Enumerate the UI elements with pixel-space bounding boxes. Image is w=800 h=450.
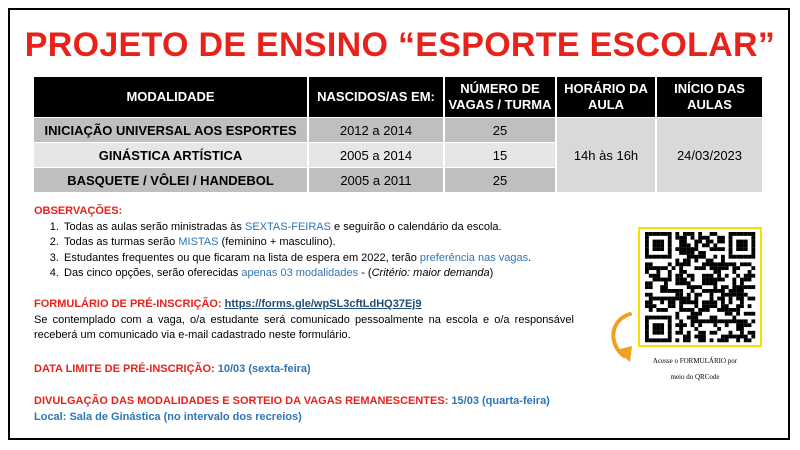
qr-code-icon <box>640 229 760 345</box>
item-text: Todas as turmas serão <box>64 236 179 249</box>
data-limite-value: 10/03 (sexta-feira) <box>217 363 311 375</box>
table-header-row <box>34 77 762 118</box>
cell-vagas: 25 <box>444 118 556 143</box>
cell-modalidade: INICIAÇÃO UNIVERSAL AOS ESPORTES <box>34 118 308 143</box>
item-text: e seguirão o calendário da escola. <box>330 220 502 233</box>
list-item <box>62 251 594 267</box>
item-text: - ( <box>358 267 372 280</box>
divulgacao-section <box>34 394 550 425</box>
qr-caption <box>610 353 780 385</box>
list-item <box>62 220 594 236</box>
item-highlight: SEXTAS-FEIRAS <box>244 220 331 233</box>
observacoes-heading: OBSERVAÇÕES: <box>34 205 123 217</box>
item-italic: Critério: maior demanda <box>371 267 490 280</box>
header-nascidos: NASCIDOS/AS EM: <box>308 77 444 118</box>
qr-caption-line: Acesse o FORMULÁRIO por <box>652 357 738 365</box>
item-text: Todas as aulas serão ministradas às <box>64 220 245 233</box>
item-highlight: preferência nas vagas <box>419 251 529 264</box>
cell-vagas: 15 <box>444 143 556 168</box>
formulario-text: Se contemplado com a vaga, o/a estudante será comunicado pessoalmente na escola e o/a responsável receberá um comunicado via e-mail cadastrado neste formulário. <box>34 313 574 341</box>
qr-code[interactable] <box>638 227 762 347</box>
header-vagas: NÚMERO DE VAGAS / TURMA <box>444 77 556 118</box>
table-row <box>34 118 762 143</box>
cell-modalidade: GINÁSTICA ARTÍSTICA <box>34 143 308 168</box>
data-limite-section <box>34 362 311 378</box>
formulario-link[interactable]: https://forms.gle/wpSL3cftLdHQ37Ej9 <box>224 298 422 310</box>
data-limite-label: DATA LIMITE DE PRÉ-INSCRIÇÃO: <box>34 363 215 375</box>
header-modalidade: MODALIDADE <box>34 77 308 118</box>
header-horario: HORÁRIO DA AULA <box>556 77 656 118</box>
item-highlight: apenas 03 modalidades <box>241 267 359 280</box>
divulgacao-label: DIVULGAÇÃO DAS MODALIDADES E SORTEIO DA VAGAS REMANESCENTES: <box>34 395 449 407</box>
divulgacao-value: 15/03 (quarta-feira) <box>451 395 550 407</box>
item-text: (feminino + masculino). <box>218 236 336 249</box>
item-text: ) <box>489 267 494 280</box>
observacoes-list <box>34 220 594 282</box>
observacoes-section <box>34 204 594 282</box>
formulario-label: FORMULÁRIO DE PRÉ-INSCRIÇÃO: <box>34 298 222 310</box>
modalidades-table <box>34 77 762 192</box>
divulgacao-local: Local: Sala de Ginástica (no intervalo dos recreios) <box>34 410 302 423</box>
cell-nascidos: 2005 a 2011 <box>308 168 444 193</box>
page-title: PROJETO DE ENSINO “ESPORTE ESCOLAR” <box>24 26 776 64</box>
cell-horario: 14h às 16h <box>556 118 656 193</box>
qr-caption-line: meio do QRCode <box>670 373 720 381</box>
item-text: Estudantes frequentes ou que ficaram na lista de espera em 2022, terão <box>64 251 420 264</box>
item-text: Das cinco opções, serão oferecidas <box>64 267 242 280</box>
item-text: . <box>528 251 532 264</box>
cell-vagas: 25 <box>444 168 556 193</box>
header-inicio: INÍCIO DAS AULAS <box>656 77 762 118</box>
cell-nascidos: 2005 a 2014 <box>308 143 444 168</box>
cell-inicio: 24/03/2023 <box>656 118 762 193</box>
item-highlight: MISTAS <box>178 236 219 249</box>
cell-nascidos: 2012 a 2014 <box>308 118 444 143</box>
formulario-section <box>34 297 574 344</box>
list-item <box>62 235 594 251</box>
cell-modalidade: BASQUETE / VÔLEI / HANDEBOL <box>34 168 308 193</box>
list-item <box>62 266 594 282</box>
